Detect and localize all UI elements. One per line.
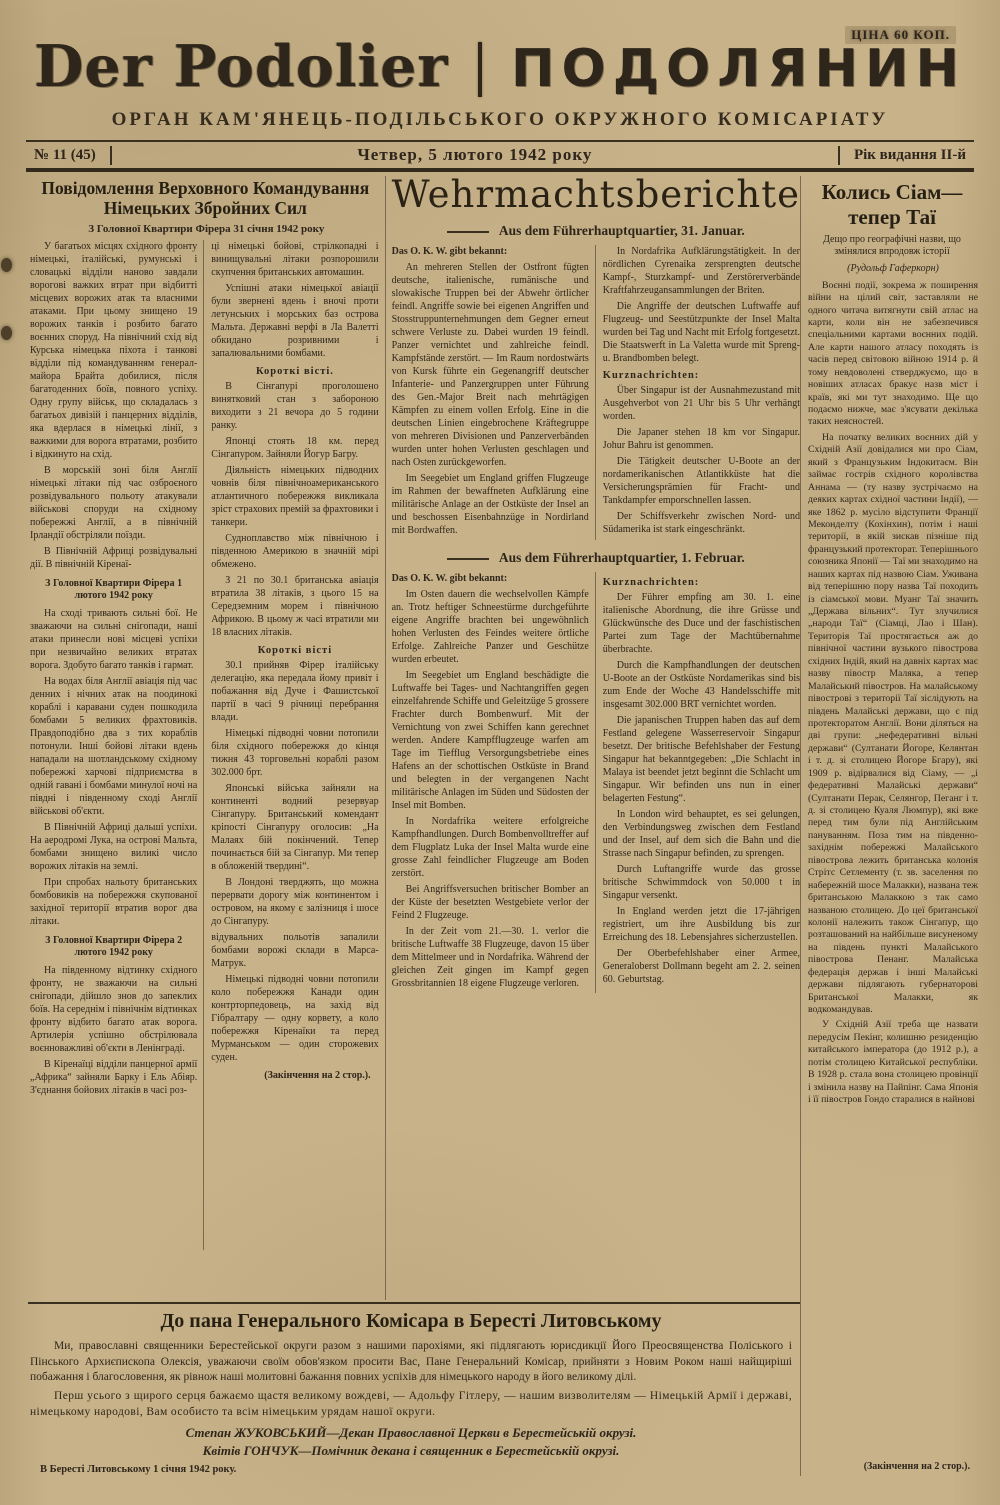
paragraph: Воєнні події, зокрема ж поширення війни на цілий світ, заставляли не одного читача витягнути свій атлас на карти, коли він не забезпечився спеціальними картами воєнних подій. Але карти нашого атласу походять із часів перед світовою війною 1914 р. й тому невдоволені стверджуємо, що в новіших атласах бракує назв міст і країв, які ми тут знаходимо. Ще що подаємо нижче, має з'ясувати декілька таких неясностей. (808, 279, 978, 428)
article-headline: Повідомлення Верховного Командування Німецьких Збройних Сил (41, 178, 370, 219)
letter-to-commissar (28, 1302, 800, 1476)
dateline-feb1: З Головної Квартири Фірера 1 лютого 1942 року (45, 577, 183, 602)
paragraph: Im Seegebiet um England griffen Flugzeuge im Rahmen der bewaffneten Aufklärung eine militärische Anlage an der Ostküste der Insel an und beschossen Eisenbahnzüge in Nordirland mit Bordwaffen. (391, 472, 589, 536)
letter-dateline: В Бересті Литовському 1 січня 1942 року. (40, 1463, 237, 1475)
short-news-item: Die japanischen Truppen haben das auf dem Festland gelegene Wasserreservoir Singapur besetzt. Der britische Befehlshaber der Festung Singapur hat bekanntgegeben: „Die Schlacht in Malaya ist beendet jetzt beginnt die Schlacht um Singapur. Wir befinden uns nun in einer belagerten Festung“. (602, 714, 800, 804)
letter-headline: До пана Генерального Комісара в Бересті Литовському (160, 1310, 662, 1333)
kurznachrichten-title: Kurznachrichten: (602, 576, 700, 588)
german-section-feb1 (392, 550, 800, 993)
short-news-item: Der Schiffsverkehr zwischen Nord- und Südamerika ist stark eingeschränkt. (602, 510, 800, 535)
paragraph: У багатьох місцях східного фронту німецькі, італійські, румунські і словацькі відділи наново завдали ворогові важких втрат при відбитті місцевих ворожих атак та власними атаками. При цьому знищено 19 ворожих танків і розбито багато воєнних споруд. На північний схід від Курська німецька піхота і танкові відділи під командуванням генерал-майора Брайта добилися, після багатоденних боїв, повного успіху. Одну групу військ, що складалась з багатьох дивізій і панцерних відділів, яка вдерлася в німецькі лінії, з важкими для ворога втратами, розбито і відкинуто на схід. (30, 240, 198, 460)
paragraph: Успішні атаки німецької авіації були звернені вдень і вночі проти летунських і морських баз острова Мальта. Державні верфі в Ла Валетті обкидано розривними і запалювальними бомбами. (211, 282, 379, 359)
german-column-left (392, 572, 596, 993)
title-divider (478, 42, 482, 97)
siam-headline: Колись Сіам— тепер Таї (821, 180, 963, 229)
issue-number: № 11 (45) (32, 146, 112, 165)
title-german: Der Podolier (34, 33, 449, 100)
title-ukrainian: ПОДОЛЯНИН (510, 39, 966, 99)
paragraph: На сході тривають сильні бої. Не зважаючи на сильні снігопади, наші атаки принесли нові місцеві успіхи при незвичайно великих втратах ворога. Здобуто багато танків і гармат. (30, 607, 198, 671)
paragraph: В морській зоні біля Англії німецькі літаки під час озброєного розвідувального польоту атакували військові споруди на східному побережжі Англії, а в північній Ірландії обстріляли поїзди. (30, 464, 198, 541)
dateline-jan31-de: Aus dem Führerhauptquartier, 31. Januar. (392, 223, 800, 239)
masthead (0, 0, 1000, 172)
siam-body (808, 280, 978, 1458)
paragraph: Im Osten dauern die wechselvollen Kämpfe an. Trotz heftiger Schneestürme durchgeführte eigene Angriffe brachten bei ungewöhnlich hohen Verlusten des Feindes weitere örtliche Erfolge. Zahlreiche Panzer und Geschütze wurden erbeutet. (391, 588, 589, 665)
shorts-title: Короткі вісті. (255, 365, 334, 377)
paragraph: In der Zeit vom 21.—30. 1. verlor die britische Luftwaffe 38 Flugzeuge, davon 15 über dem Mittelmeer und in Nordafrika. Während der gleichen Zeit gingen im Kampf gegen Grossbritannien 18 eigene Flugzeuge verloren. (391, 925, 589, 989)
punch-hole-icon (1, 326, 12, 340)
issue-row (26, 140, 974, 172)
dateline-feb2: З Головної Квартири Фірера 2 лютого 1942 року (45, 934, 183, 959)
okw-report-ukrainian (28, 176, 385, 1300)
short-news-item: Діяльність німецьких підводних човнів біля північноамериканського атлантичного побережжя викликала зріст страхових премій за фрахтовики і танкери. (211, 464, 379, 528)
paragraph: Die Angriffe der deutschen Luftwaffe auf Flugzeug- und Seestützpunkte der Insel Malta wurden bei Tag und Nacht mit Erfolg fortgesetzt. Die Staatswerft in La Valetta wurde mit Spreng- u. Brandbomben belegt. (602, 300, 800, 364)
column-1 (28, 240, 204, 1250)
issue-date: Четвер, 5 лютого 1942 року (357, 145, 593, 165)
siam-article (800, 176, 978, 1476)
paragraph: При спробах нальоту британських бомбовиків на побережжя скупованої західної території втратив ворог два літаки. (30, 876, 198, 927)
siam-deck: Дещо про географічні назви, що змінялися впродовж історії (823, 233, 961, 258)
issue-edition: Рік видання ІІ-й (838, 146, 968, 165)
short-news-item: Über Singapur ist der Ausnahmezustand mit Ausgehverbot von 21 Uhr bis 5 Uhr verhängt worden. (602, 384, 800, 422)
organ-line: ОРГАН КАМ'ЯНЕЦЬ-ПОДІЛЬСЬКОГО ОКРУЖНОГО КОМІСАРІАТУ (111, 109, 889, 131)
short-news-item: Die Japaner stehen 18 km vor Singapur. Johur Bahru ist genommen. (602, 426, 800, 451)
paragraph: З 21 по 30.1 британська авіація втратила 38 літаків, з цього 15 на Середземним морем і північною Африкою. В цьому ж часі втратили ми 18 власних літаків. (211, 574, 379, 638)
short-news-item: Die Tätigkeit deutscher U-Boote an der nordamerikanischen Atlantikküste hat die Versicherungsprämien für Fracht- und Tankdampfer emporschnellen lassen. (602, 455, 800, 506)
punch-hole-icon (1, 258, 12, 272)
ukrainian-columns (28, 240, 385, 1250)
german-columns (392, 245, 800, 540)
letter-paragraph: Перш усього з щирого серця бажаємо щастя великому вождеві, — Адольфу Гітлеру, — нашим визволителям — Німецькій Армії і державі, німецькому народові, Вам особисто та всім німецьким урядам нашої округи. (30, 1390, 792, 1418)
short-news-item: In London wird behauptet, es sei gelungen, den Verbindungsweg zwischen dem Festland und der Insel, auf dem sich die Bahn und die Strasse nach Singapur befinden, zu sprengen. (602, 808, 800, 859)
german-headline: Wehrmachtsberichte (391, 176, 800, 217)
page-body (28, 176, 978, 1476)
continued-note: (Закінчення на 2 стор.). (863, 1461, 970, 1473)
paragraph: В Північній Африці дальші успіхи. На аеродромі Лука, на острові Мальта, бомбами знищено виликі число ворожих літаків на землі. (30, 821, 198, 872)
short-news-item: Японці стоять 18 км. перед Сінгапуром. Зайняли Йогур Багру. (211, 435, 379, 460)
paragraph: В Кіренаїці відділи панцерної армії „Африка“ зайняли Барку і Ель Абіяр. З'єднання бойових літаків в часі роз- (30, 1058, 198, 1096)
paragraph: Im Seegebiet um England beschädigte die Luftwaffe bei Tages- und Nachtangriffen gegen einzelfahrende Schiffe und Geleitzüge 5 grossere Frachter durch Bombenwurf. Mit der Vernichtung von zwei Schiffen kann gerechnet werden. Andere Kampfflugzeuge warfen am Tage im Tiefflug Versorgungsbetriebe eines Hafens an der schottischen Ostküste in Brand und belegten in der vergangenen Nacht militärische Anlagen im Süden und Südosten der Insel mit Bomben. (391, 669, 589, 811)
german-section-jan31 (392, 223, 800, 540)
dateline-feb1-de: Aus dem Führerhauptquartier, 1. Februar. (392, 550, 800, 566)
dateline-jan31: З Головної Квартири Фірера 31 січня 1942 року (88, 222, 325, 235)
siam-byline: (Рудольф Гаферкорн) (847, 262, 939, 274)
short-news-item: Німецькі підводні човни потопили біля східного побережжя до кінця тижня 43 торговельні кораблі разом 302.000 брт. (211, 727, 379, 778)
paragraph: ці німецькі бойові, стрілкопадні і винищувальні літаки розпорошили скупчення британських автомашин. (211, 240, 379, 278)
short-news-item: Японські війська зайняли на континенті водний резервуар Сінгапуру. Британський комендант кріпості Сінгапуру оголосив: „На Малаях бій покінчений. Тепер починається бій за Сінгапур. Ми тепер в обложеній твердині“. (211, 782, 379, 872)
german-column-right (596, 572, 800, 993)
paragraph: В Північній Африці розвідувальні дії. В північній Кіренаї- (30, 545, 198, 570)
okw-intro: Das O. K. W. gibt bekannt: (391, 572, 508, 584)
paragraph: Bei Angriffsversuchen britischer Bomber an der Küste der besetzten Westgebiete verlor der Feind 2 Flugzeuge. (391, 883, 589, 921)
paragraph: На початку великих воєнних дій у Східній Азії довідалися ми про Сіам, який з Французьким Індокитаєм. Він займає гострів східного королівства Аннама — (ту назву зустрічаємо на деяких картах східної частини Індії), — яке 1862 р. мусіло відступити Франції Меконделту (Кохінхин), потім і наші території, в якій зискав пізніше під французький протекторат. Теперішнього союзника Японії — Таї ми знаходимо на наших картах під назвою Сіам. Уживана від теперішню пору назва Таї походить із сіамської мови. Муанг Таї значить „Держава вільних“. Тут злучилися „народи Таї“ (Сіамці, Лао і Шан). Територія Таї простягається аж до північної частини вузького півострова східних Індій, який на давніх картах має назву півостр Маляка, а тепер Малайський півостров. На малайському півострові з території Таї зіслідують на південь Малайські держави, що є під протекторатом Англії. Вони діляться на дві групи: „нефедеративні вільні держави“ (Султанати Йогоре, Келянтан і т. д. зі столицею Йогоре Бгару), які 1909 р. відірвалися від Сіаму, — „і федеративні Малайські держави“ (Султанати Перак, Селянгор, Пеганг і т. д. зі столицею Куаля Люмпур), які вже перед тим були під Англійським пануванням. Поза тим на південно-західнім побережжі Малайського півострова лежить британська колонія Стрітс Сетлементу (т. зв. заселення по набережній шосе Малакки), названа теж британською Малаккою з так само названою столицею. До цеї британської колонії належить також Сінгапур, що розташований на найбільше висуненому на південь пункті Малайського півострова Пенанг. Малайська федерація держав і інші Малайські держави підлягають губернаторові Британської Малакки, як водкомандував. (808, 431, 978, 1016)
kurznachrichten-title: Kurznachrichten: (602, 369, 700, 381)
german-column-left (392, 245, 596, 540)
shorts-title: Короткі вісті (257, 644, 333, 656)
paragraph: Німецькі підводні човни потопили коло побережжя Канади один контрторпедовець, на захід від Гібралтару — одну корвету, а коло побережжя Кіренаїки та перед Мурманськом — один сторожевих суден. (211, 973, 379, 1063)
short-news-item: In England werden jetzt die 17-jährigen registriert, um ihre Ausbildung bis zur Erreichung des 18. Lebensjahres sicherzustellen. (602, 905, 800, 943)
german-columns (392, 572, 800, 993)
short-news-item: Durch Luftangriffe wurde das grosse britische Schwimmdock von 50.000 t in Singapur versenkt. (602, 863, 800, 901)
german-column-right (596, 245, 800, 540)
short-news-item: 30.1 прийняв Фірер італійську делегацію, яка передала йому привіт і побажання від Дуче і Фашистської партії в часі 9 річниці перебрання влади. (211, 659, 379, 723)
upper-columns (28, 176, 800, 1300)
paragraph: In Nordafrika weitere erfolgreiche Kampfhandlungen. Durch Bombenvolltreffer auf dem Flugplatz Luka der Insel Malta wurde eine grosse Zahl feindlicher Flugzeuge am Boden zerstört. (391, 815, 589, 879)
paragraph: In Nordafrika Aufklärungstätigkeit. In der nördlichen Cyrenaika zersprengten deutsche Kampf-, Sturzkampf- und Zerstörerverbände Kraftfahrzeugansammlungen der Briten. (602, 245, 800, 296)
short-news-item: В Сінгапурі проголошено винятковий стан з забороною виходити з 21 вечора до 5 години ранку. (211, 380, 379, 431)
short-news-item: Durch die Kampfhandlungen der deutschen U-Boote an der Ostküste Nordamerikas sind bis zum Ende der Woche 43 Handelsschiffe mit insgesamt 302.000 BRT vernichtet worden. (602, 659, 800, 710)
left-area (28, 176, 800, 1476)
price-label: ЦІНА 60 КОП. (845, 26, 956, 44)
continued-note: (Закінчення на 2 стор.). (264, 1069, 371, 1081)
signature-line: Квітів ГОНЧУК—Помічник декана і священник в Берестейській окрузі. (202, 1443, 620, 1459)
paragraph: відувальних польотів запалили бомбами ворожі склади в Марса-Матрук. (211, 931, 379, 969)
signature-line: Степан ЖУКОВСЬКИЙ—Декан Православної Церкви в Берестейській окрузі. (185, 1425, 637, 1441)
column-2 (204, 240, 384, 1250)
short-news-item: Der Führer empfing am 30. 1. eine italienische Abordnung, die ihre Grüsse und Glückwünsche des Duce und der faschistischen Partei zum Tage der Machtübernahme überbrachte. (602, 591, 800, 655)
paragraph: На водах біля Англії авіація під час денних і нічних атак на поодинокі кораблі і каравани суден пошкодила бомбами 5 великих фрахтовиків. Правдоподібно два з тих кораблів потонули. Інші бойові літаки вдень нападали на шотландському східному побережжі харчові підприємства в одній гавані і бомбами минулої ночі на півдні і південному сході Англії військові об'єкти. (30, 675, 198, 817)
wehrmacht-report-german (385, 176, 800, 1300)
short-news-item: Судноплавство між північною і південною Америкою в значній мірі обмежено. (211, 532, 379, 570)
paragraph: У Східній Азії треба ще назвати передусім Пекінг, колишню резиденцію китайського імператора (до 1912 р.), а потім столицею Китайської республіки. В 1928 р. стала вона столицею провінції і змінила назву на Пайпінг. Сама Японія і її півостров Гондо старалися в найнові (808, 1019, 978, 1106)
okw-intro: Das O. K. W. gibt bekannt: (391, 245, 508, 257)
paragraph: An mehreren Stellen der Ostfront fügten deutsche, italienische, rumänische und slowakische Truppen bei der Abwehr örtlicher feindl. Angriffe sowie bei eigenen Angriffen und Stosstruppunternehmungen dem Gegner erneut schwere Verluste zu. Dabei wurden 19 feindl. Panzer vernichtet und zahlreiche feindl. Kampfstände zerstört. — Im Raum nordostwärts von Kursk führte ein Gegenangriff deutscher Infanterie- und Panzergruppen unter Führung des Gen.-Major Breit nach mehrtägigen Kämpfen zu einem vollen Erfolg. Eine in die deutschen Linien eingebrochene Kräftegruppe von mehreren Divisionen und Panzerverbänden wurden unter hohen Verlusten geschlagen und nach Osten zurückgeworfen. (391, 261, 589, 468)
letter-paragraph: Ми, православні священники Берестейської округи разом з нашими парохіями, які підлягають юрисдикції Його Преосвященства Поліського і Пінського Архиєпископа Олексія, уважаючи своїм обов'язком просити Вас, Пане Генеральний Комісар, прийняти з Новим Роком наші найщиріші побажання і благословення, як рівнож наші молитовні бажання повних успіхів для німецького народу в його великому ділі. (30, 1340, 792, 1383)
paragraph: На південному відтинку східного фронту, не зважаючи на сильні снігопади, дійшло знов до запеклих боїв. На середнім і північнім відтинках фронту відбито багато атак ворога. Артилерія успішно обстрілювала воєнноважливі об'єкти в Ленінграді. (30, 964, 198, 1054)
short-news-item: Der Oberbefehlshaber einer Armee, Generaloberst Dollmann begeht am 2. 2. seinen 60. Geburtstag. (602, 947, 800, 985)
short-news-item: В Лондоні тверджять, що можна перервати дорогу між континентом і островом, на якому є залізниця і шосе до Сінгапуру. (211, 876, 379, 927)
